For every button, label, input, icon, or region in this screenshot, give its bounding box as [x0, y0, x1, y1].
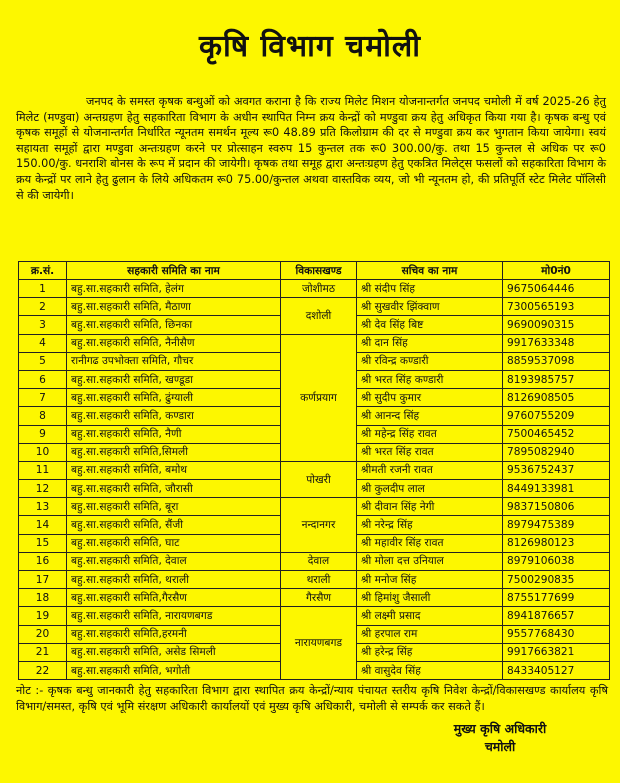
cell-secretary: श्री सुदीप कुमार — [357, 389, 503, 407]
cell-serial: 7 — [19, 389, 67, 407]
cell-serial: 3 — [19, 316, 67, 334]
cell-serial: 21 — [19, 643, 67, 661]
cell-mobile: 9536752437 — [503, 461, 610, 479]
cell-serial: 18 — [19, 589, 67, 607]
cell-block: पोखरी — [281, 461, 357, 497]
cell-mobile: 8979106038 — [503, 552, 610, 570]
cell-block: देवाल — [281, 552, 357, 570]
cell-society: बहु.सा.सहकारी समिति, ढुंग्याली — [67, 389, 281, 407]
cell-mobile: 9837150806 — [503, 498, 610, 516]
cell-secretary: श्री मोला दत्त उनियाल — [357, 552, 503, 570]
table-row — [19, 461, 610, 479]
cell-society: बहु.सा.सहकारी समिति, नारायणबगड — [67, 607, 281, 625]
cell-secretary: श्री दीवान सिंह नेगी — [357, 498, 503, 516]
cell-mobile: 8755177699 — [503, 589, 610, 607]
signature-block — [400, 720, 600, 756]
cell-serial: 16 — [19, 552, 67, 570]
cell-society: बहु.सा.सहकारी समिति, बमोथ — [67, 461, 281, 479]
cell-mobile: 9690090315 — [503, 316, 610, 334]
cell-society: बहु.सा.सहकारी समिति, हेलंग — [67, 280, 281, 298]
cell-serial: 13 — [19, 498, 67, 516]
table-row — [19, 552, 610, 570]
cell-society: बहु.सा.सहकारी समिति, बूरा — [67, 498, 281, 516]
cell-secretary: श्री हरपाल राम — [357, 625, 503, 643]
signature-district: चमोली — [484, 739, 516, 754]
cell-serial: 17 — [19, 571, 67, 589]
cell-society: बहु.सा.सहकारी समिति, कण्डारा — [67, 407, 281, 425]
cell-society: बहु.सा.सहकारी समिति, नैनीसैण — [67, 334, 281, 352]
cell-serial: 5 — [19, 352, 67, 370]
cell-mobile: 8433405127 — [503, 661, 610, 679]
cell-serial: 22 — [19, 661, 67, 679]
cell-secretary: श्री महावीर सिंह रावत — [357, 534, 503, 552]
cell-block: नन्दानगर — [281, 498, 357, 553]
cell-society: बहु.सा.सहकारी समिति, थराली — [67, 571, 281, 589]
table-row — [19, 280, 610, 298]
cell-serial: 14 — [19, 516, 67, 534]
header-mobile: मो0नं0 — [503, 262, 610, 280]
header-serial: क्र.सं. — [19, 262, 67, 280]
cell-society: बहु.सा.सहकारी समिति, सैंजी — [67, 516, 281, 534]
signature-designation: मुख्य कृषि अधिकारी — [453, 721, 547, 736]
cell-serial: 1 — [19, 280, 67, 298]
table-row — [19, 298, 610, 316]
cell-mobile: 9557768430 — [503, 625, 610, 643]
cell-society: बहु.सा.सहकारी समिति,हरमनी — [67, 625, 281, 643]
cell-society: रानीगढ उपभोक्ता समिति, गौचर — [67, 352, 281, 370]
cell-mobile: 8126908505 — [503, 389, 610, 407]
header-society: सहकारी समिति का नाम — [67, 262, 281, 280]
cell-mobile: 8449133981 — [503, 480, 610, 498]
cell-mobile: 8859537098 — [503, 352, 610, 370]
cell-serial: 4 — [19, 334, 67, 352]
page-title: कृषि विभाग चमोली — [198, 29, 422, 64]
cell-mobile: 9917663821 — [503, 643, 610, 661]
cell-mobile: 7500465452 — [503, 425, 610, 443]
cell-serial: 2 — [19, 298, 67, 316]
cell-serial: 19 — [19, 607, 67, 625]
cell-mobile: 9760755209 — [503, 407, 610, 425]
cell-secretary: श्री लक्ष्मी प्रसाद — [357, 607, 503, 625]
intro-paragraph: जनपद के समस्त कृषक बन्धुओं को अवगत कराना है कि राज्य मिलेट मिशन योजनान्तर्गत जनपद चमोली में वर्ष 2025-26 हेतु मिलेट (मण्डुवा) अन्तग्रहण हेतु सहकारिता विभाग के अधीन स्थापित निम्न क्रय केन्द्रों को मण्डुवा क्रय हेतु अधिकृत किया गया है। कृषक बन्धु एवं कृषक समूहों से योजनान्तर्गत निर्धारित न्यूनतम समर्थन मूल्य रू0 48.89 प्रति किलोग्राम की दर से मण्डुवा क्रय कर भुगतान किया जायेगा। स्वयं सहायता समूहों द्वारा मण्डुवा अन्तःग्रहण करने पर प्रोत्साहन स्वरुप 15 कुन्तल तक रू0 300.00/कु. तथा 15 कुन्तल से अधिक पर रू0 150.00/कु. धनराशि बोनस के रूप में प्रदान की जायेगी। कृषक तथा समूह द्वारा अन्तःग्रहण हेतु एकत्रित मिलेट्स फसलों को सहकारिता विभाग के क्रय केन्द्रों पर लाने हेतु ढुलान के लिये अधिकतम रू0 75.00/कुन्तल अथवा वास्तविक व्यय, जो भी न्यूनतम हो, की प्रतिपूर्ति स्टेट मिलेट पॉलिसी से की जायेगी। — [16, 95, 606, 202]
table-header-row — [19, 262, 610, 280]
cell-society: बहु.सा.सहकारी समिति, छिनका — [67, 316, 281, 334]
cell-block: गैरसैण — [281, 589, 357, 607]
cell-serial: 6 — [19, 370, 67, 388]
centers-table — [18, 261, 610, 680]
cell-serial: 8 — [19, 407, 67, 425]
cell-serial: 20 — [19, 625, 67, 643]
cell-society: बहु.सा.सहकारी समिति,सिमली — [67, 443, 281, 461]
cell-secretary: श्री मनोज सिंह — [357, 571, 503, 589]
cell-mobile: 8941876657 — [503, 607, 610, 625]
cell-society: बहु.सा.सहकारी समिति,गैरसैण — [67, 589, 281, 607]
cell-secretary: श्री वासुदेव सिंह — [357, 661, 503, 679]
table-row — [19, 589, 610, 607]
cell-mobile: 8126980123 — [503, 534, 610, 552]
cell-society: बहु.सा.सहकारी समिति, घाट — [67, 534, 281, 552]
cell-secretary: श्री भरत सिंह रावत — [357, 443, 503, 461]
cell-society: बहु.सा.सहकारी समिति, असेड सिमली — [67, 643, 281, 661]
cell-serial: 12 — [19, 480, 67, 498]
cell-secretary: श्री आनन्द सिंह — [357, 407, 503, 425]
cell-mobile: 9917633348 — [503, 334, 610, 352]
cell-serial: 11 — [19, 461, 67, 479]
note-paragraph: नोट :- कृषक बन्धु जानकारी हेतु सहकारिता विभाग द्वारा स्थापित क्रय केन्द्रों/न्याय पंचायत स्तरीय कृषि निवेश केन्द्रों/विकासखण्ड कार्यालय कृषि विभाग/समस्त, कृषि एवं भूमि संरक्षण अधिकारी कार्यालयों एवं मुख्य कृषि अधिकारी, चमोली से सम्पर्क कर सकते हैं। — [16, 684, 608, 713]
cell-mobile: 8979475389 — [503, 516, 610, 534]
cell-secretary: श्री संदीप सिंह — [357, 280, 503, 298]
cell-serial: 9 — [19, 425, 67, 443]
cell-block: दशोली — [281, 298, 357, 334]
cell-society: बहु.सा.सहकारी समिति, जौरासी — [67, 480, 281, 498]
cell-society: बहु.सा.सहकारी समिति, देवाल — [67, 552, 281, 570]
cell-secretary: श्री हरेन्द्र सिंह — [357, 643, 503, 661]
cell-secretary: श्री सुखवीर झिंक्वाण — [357, 298, 503, 316]
cell-block: जोशीमठ — [281, 280, 357, 298]
cell-mobile: 7895082940 — [503, 443, 610, 461]
cell-secretary: श्री हिमांशु जैसाली — [357, 589, 503, 607]
cell-block: कर्णप्रयाग — [281, 334, 357, 461]
cell-mobile: 8193985757 — [503, 370, 610, 388]
cell-mobile: 7300565193 — [503, 298, 610, 316]
cell-block: थराली — [281, 571, 357, 589]
cell-secretary: श्री भरत सिंह कण्डारी — [357, 370, 503, 388]
cell-mobile: 9675064446 — [503, 280, 610, 298]
cell-secretary: श्री नरेन्द्र सिंह — [357, 516, 503, 534]
table-row — [19, 334, 610, 352]
table-row — [19, 571, 610, 589]
cell-serial: 15 — [19, 534, 67, 552]
cell-mobile: 7500290835 — [503, 571, 610, 589]
header-block: विकासखण्ड — [281, 262, 357, 280]
cell-serial: 10 — [19, 443, 67, 461]
cell-secretary: श्री कुलदीप लाल — [357, 480, 503, 498]
cell-secretary: श्री रविन्द्र कण्डारी — [357, 352, 503, 370]
table-row — [19, 498, 610, 516]
cell-secretary: श्रीमती रजनी रावत — [357, 461, 503, 479]
cell-society: बहु.सा.सहकारी समिति, भगोती — [67, 661, 281, 679]
cell-society: बहु.सा.सहकारी समिति, नैणी — [67, 425, 281, 443]
cell-secretary: श्री महेन्द्र सिंह रावत — [357, 425, 503, 443]
header-secretary: सचिव का नाम — [357, 262, 503, 280]
cell-society: बहु.सा.सहकारी समिति, खण्डूडा — [67, 370, 281, 388]
cell-society: बहु.सा.सहकारी समिति, मैठाणा — [67, 298, 281, 316]
table-row — [19, 607, 610, 625]
cell-secretary: श्री दान सिंह — [357, 334, 503, 352]
cell-secretary: श्री देव सिंह बिष्ट — [357, 316, 503, 334]
cell-block: नारायणबगड — [281, 607, 357, 680]
